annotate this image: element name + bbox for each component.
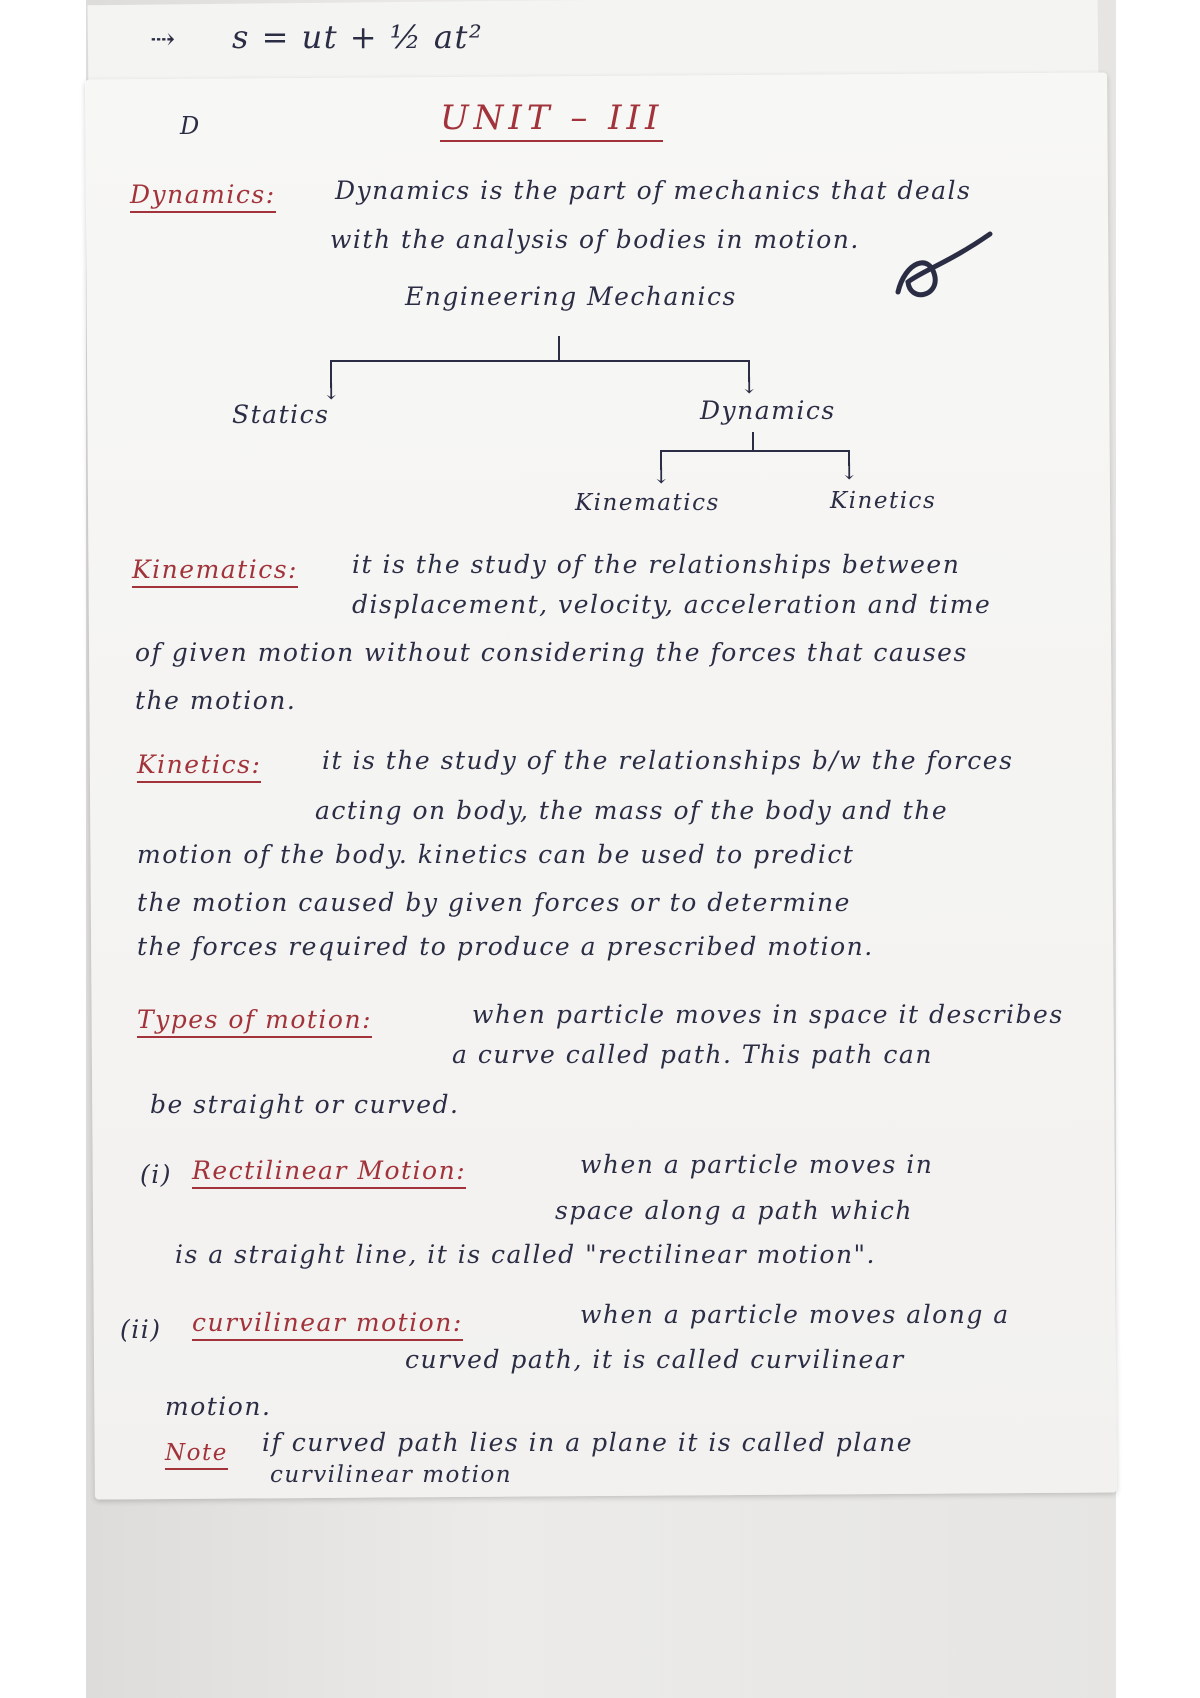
curvilinear-line-2: curved path, it is called curvilinear [405, 1345, 905, 1374]
curvilinear-line-1: when a particle moves along a [580, 1300, 1010, 1329]
tree-kinetics: Kinetics [830, 488, 937, 514]
tree-stem [558, 336, 560, 360]
kinematics-line-4: the motion. [135, 686, 297, 715]
rectilinear-number: (i) [140, 1160, 173, 1189]
tree-sub-branch [660, 450, 850, 452]
kinematics-line-3: of given motion without considering the forces that causes [135, 638, 968, 667]
note-line-2: curvilinear motion [270, 1462, 513, 1488]
top-formula: s = ut + ½ at² [232, 18, 484, 56]
arrow-down-icon: ↓ [322, 380, 341, 405]
tree-branch [330, 360, 750, 362]
tree-dynamics: Dynamics [700, 396, 836, 425]
kinematics-line-2: displacement, velocity, acceleration and time [352, 590, 992, 619]
tree-statics: Statics [232, 400, 330, 429]
tree-root: Engineering Mechanics [405, 282, 737, 311]
kinetics-line-5: the forces required to produce a prescribed motion. [137, 932, 874, 961]
bullet-arrow: ⇢ [150, 22, 177, 57]
rectilinear-term: Rectilinear Motion: [192, 1156, 466, 1189]
margin-mark: D [180, 112, 201, 140]
note-line-1: if curved path lies in a plane it is called plane [262, 1428, 914, 1457]
kinetics-line-4: the motion caused by given forces or to determine [137, 888, 851, 917]
types-line-1: when particle moves in space it describes [472, 1000, 1064, 1029]
arrow-down-icon: ↓ [652, 464, 671, 489]
check-mark-icon [890, 222, 1000, 316]
kinetics-term: Kinetics: [137, 750, 261, 783]
types-line-2: a curve called path. This path can [452, 1040, 933, 1069]
curvilinear-line-3: motion. [165, 1392, 272, 1421]
kinetics-line-2: acting on body, the mass of the body and the [315, 796, 949, 825]
kinetics-line-3: motion of the body. kinetics can be used to predict [137, 840, 855, 869]
curvilinear-term: curvilinear motion: [192, 1308, 463, 1341]
kinetics-line-1: it is the study of the relationships b/w the forces [322, 746, 1014, 775]
dynamics-line-1: Dynamics is the part of mechanics that deals [335, 176, 972, 205]
note-term: Note [165, 1440, 228, 1470]
rectilinear-line-1: when a particle moves in [580, 1150, 934, 1179]
unit-title: UNIT – III [440, 98, 663, 142]
tree-sub-stem [752, 432, 754, 450]
arrow-down-icon: ↓ [740, 374, 759, 399]
curvilinear-number: (ii) [120, 1315, 162, 1344]
types-term: Types of motion: [137, 1005, 372, 1038]
arrow-down-icon: ↓ [840, 460, 859, 485]
tree-kinematics: Kinematics [575, 490, 720, 516]
rectilinear-line-2: space along a path which [555, 1196, 913, 1225]
types-line-3: be straight or curved. [150, 1090, 460, 1119]
kinematics-term: Kinematics: [132, 555, 298, 588]
rectilinear-line-3: is a straight line, it is called "rectilinear motion". [175, 1240, 877, 1269]
kinematics-line-1: it is the study of the relationships between [352, 550, 961, 579]
dynamics-term: Dynamics: [130, 180, 276, 213]
dynamics-line-2: with the analysis of bodies in motion. [330, 225, 860, 254]
